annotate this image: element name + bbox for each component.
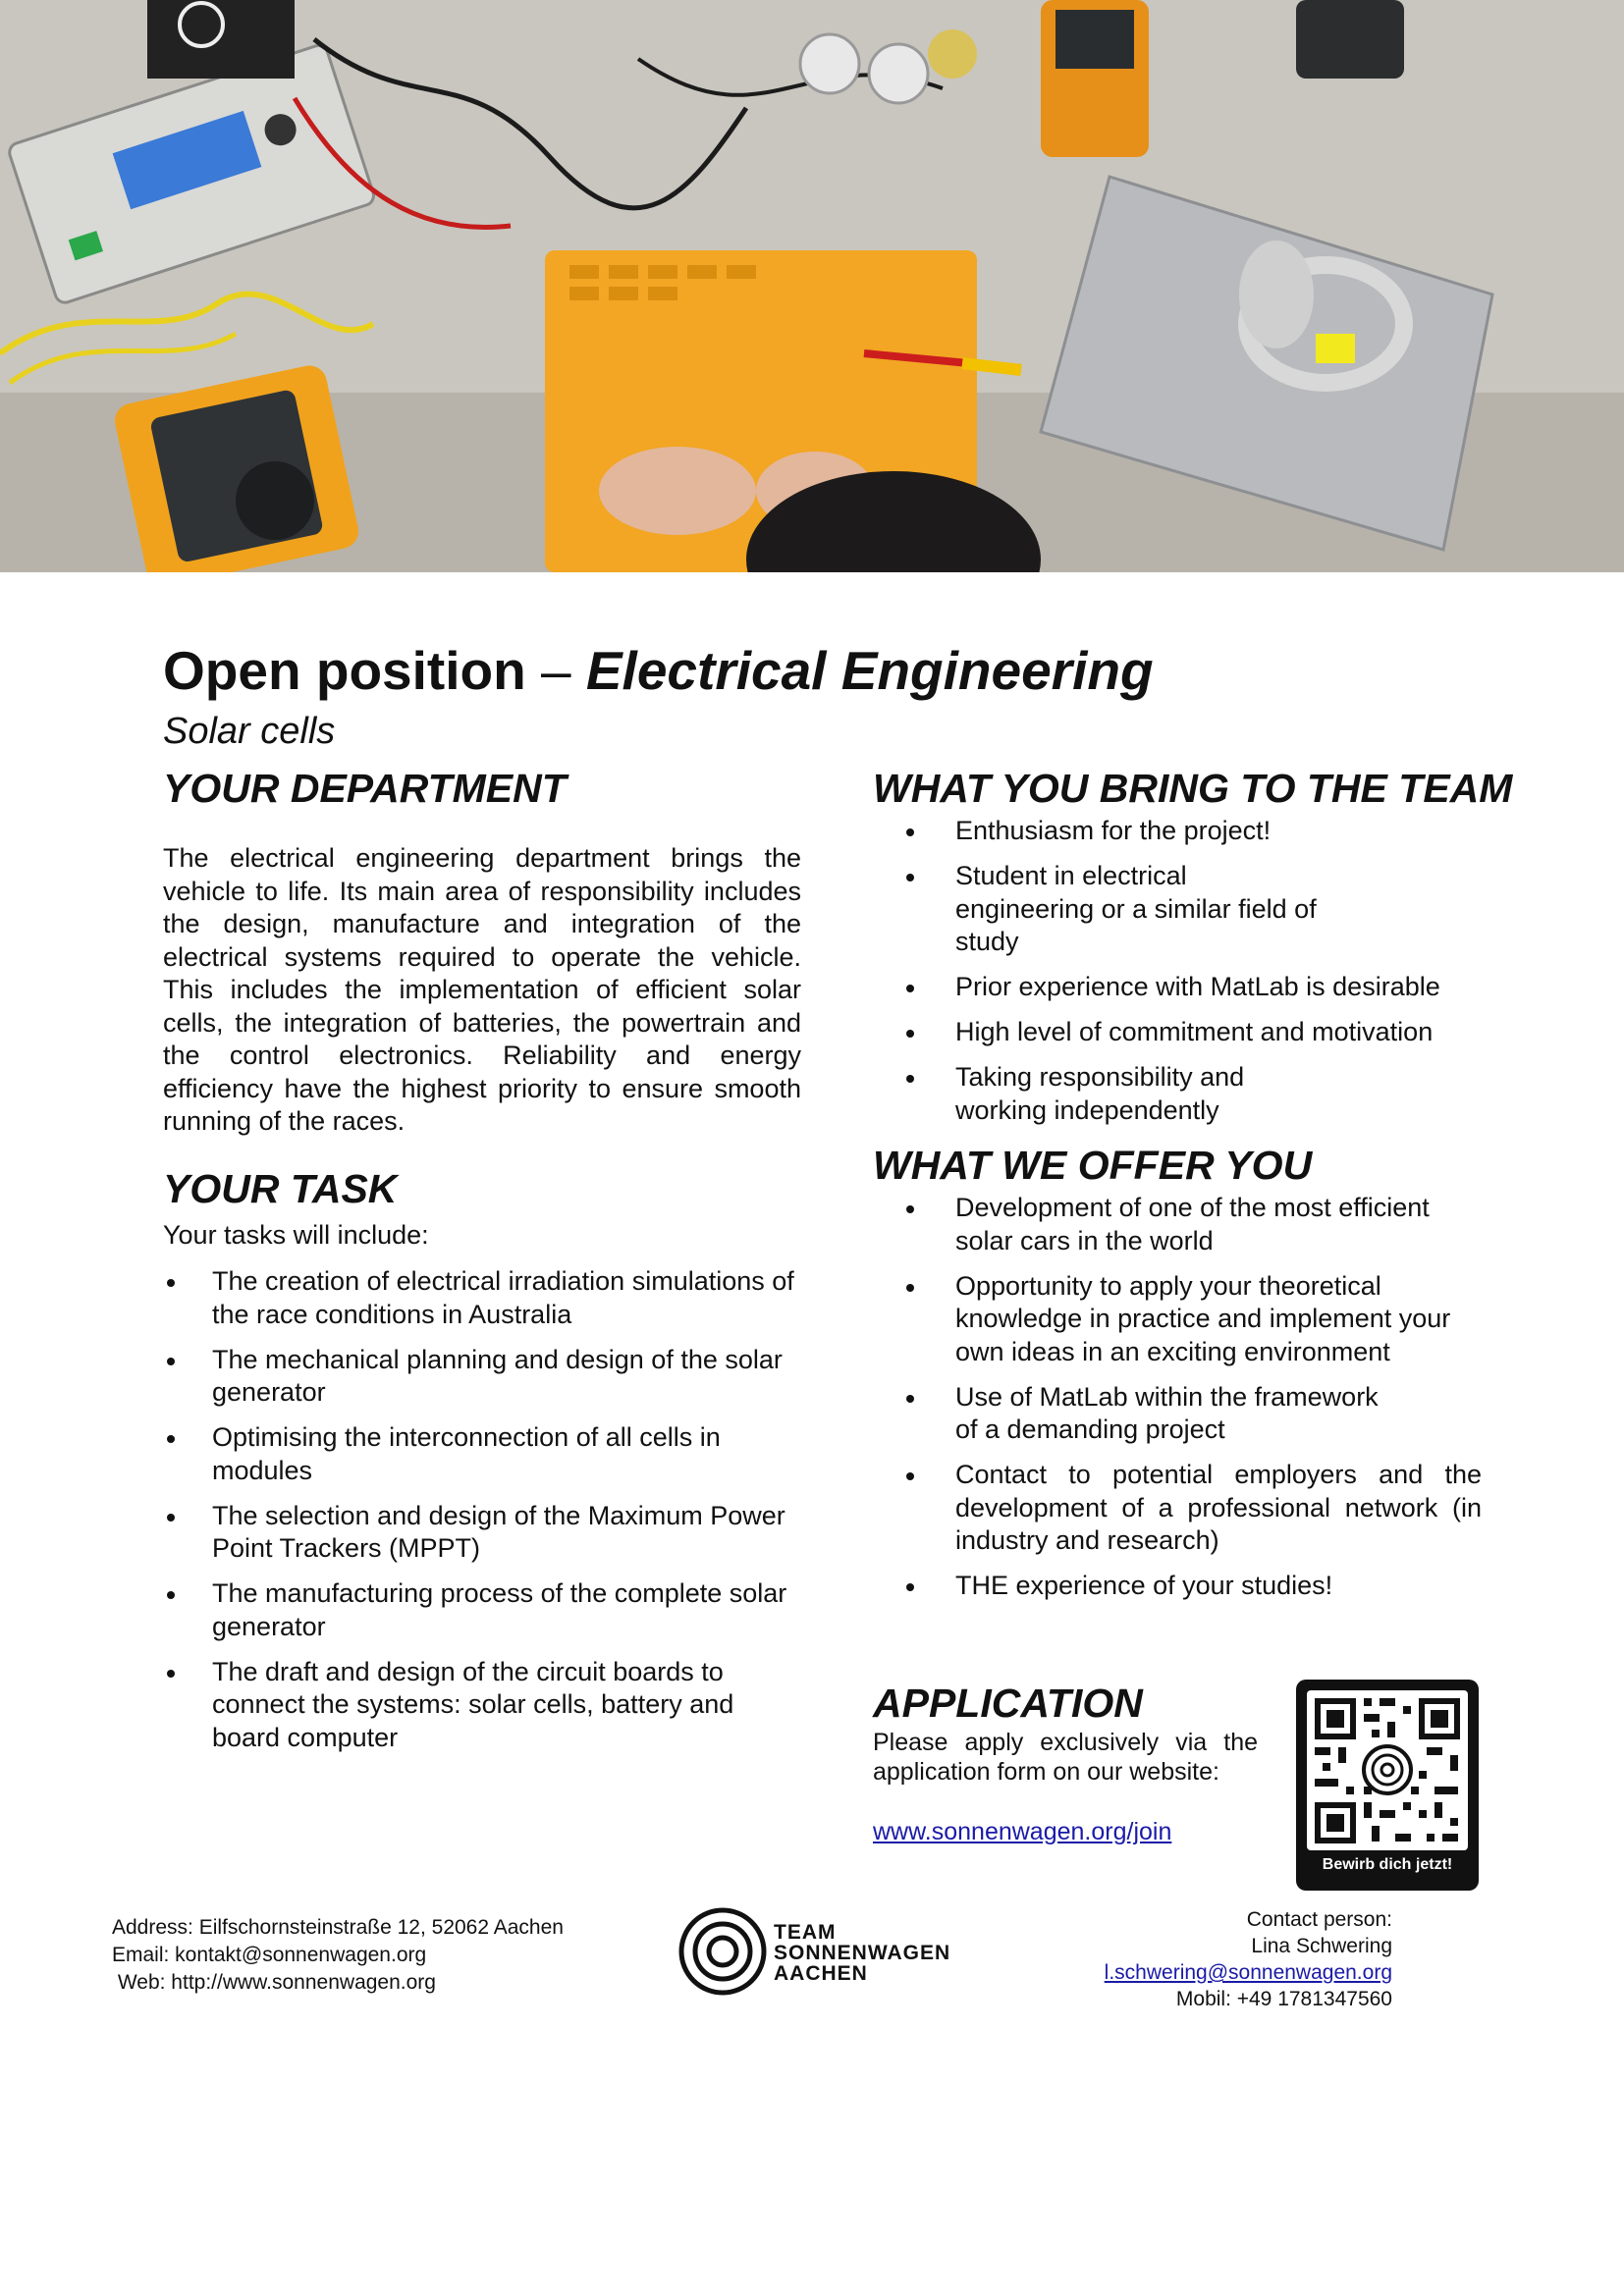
title-dash: – xyxy=(525,640,586,701)
list-item xyxy=(873,1570,1482,1603)
list-item-text: High level of commitment and motivation xyxy=(955,1017,1434,1046)
bullet-icon xyxy=(906,874,914,881)
logo-text xyxy=(774,1922,950,1984)
department-heading: YOUR DEPARTMENT xyxy=(163,766,567,811)
logo-line: SONNENWAGEN xyxy=(774,1942,951,1964)
logo-rings-icon xyxy=(677,1906,768,1997)
page-title xyxy=(163,636,1459,705)
contact-label: Contact person: xyxy=(1246,1908,1392,1931)
bullet-icon xyxy=(906,1030,914,1038)
bullet-icon xyxy=(167,1358,175,1365)
footer-address: Address: Eilfschornsteinstraße 12, 52062 Aachen xyxy=(112,1916,564,1939)
contact-email-link[interactable]: l.schwering@sonnenwagen.org xyxy=(1104,1961,1392,1984)
application-text: Please apply exclusively via the application form on our website: xyxy=(873,1729,1258,1786)
list-item-text: Taking responsibility and working independently xyxy=(955,1062,1245,1125)
list-item xyxy=(163,1577,801,1643)
list-item xyxy=(873,815,1482,848)
list-item xyxy=(873,971,1482,1004)
list-item xyxy=(163,1656,801,1755)
left-column xyxy=(163,764,801,1767)
footer-contact-person xyxy=(1105,1906,1392,2012)
bullet-icon xyxy=(906,1284,914,1292)
list-item-text: Optimising the interconnection of all cells in modules xyxy=(212,1422,721,1485)
right-column xyxy=(873,764,1541,1615)
bring-list xyxy=(873,815,1482,1127)
bullet-icon xyxy=(167,1279,175,1287)
list-item xyxy=(873,1192,1482,1257)
list-item-text: Contact to potential employers and the development of a professional network (in industry and research) xyxy=(955,1460,1482,1555)
bullet-icon xyxy=(906,1395,914,1403)
bullet-icon xyxy=(906,828,914,836)
footer-contact-info xyxy=(112,1914,564,1997)
list-item-text: The creation of electrical irradiation simulations of the race conditions in Australia xyxy=(212,1266,794,1329)
task-heading: YOUR TASK xyxy=(163,1165,398,1211)
title-block xyxy=(163,636,1459,754)
list-item xyxy=(163,1265,801,1331)
contact-phone: Mobil: +49 1781347560 xyxy=(1175,1988,1392,2010)
team-logo xyxy=(677,1906,962,1997)
list-item-text: Opportunity to apply your theoretical knowledge in practice and implement your own ideas in an exciting environment xyxy=(955,1270,1451,1366)
offer-heading: WHAT WE OFFER YOU xyxy=(873,1143,1313,1188)
bullet-icon xyxy=(906,1205,914,1213)
title-field: Electrical Engineering xyxy=(585,640,1154,701)
bullet-icon xyxy=(167,1591,175,1599)
bullet-icon xyxy=(167,1435,175,1443)
list-item xyxy=(873,1061,1482,1127)
bullet-icon xyxy=(167,1514,175,1522)
task-intro: Your tasks will include: xyxy=(163,1219,429,1250)
footer-web: Web: http://www.sonnenwagen.org xyxy=(112,1971,436,1994)
list-item-text: The mechanical planning and design of the solar generator xyxy=(212,1344,783,1407)
offer-list xyxy=(873,1192,1482,1603)
application-section xyxy=(873,1679,1258,1846)
list-item xyxy=(163,1421,801,1487)
list-item-text: Development of one of the most efficient solar cars in the world xyxy=(955,1193,1430,1255)
list-item xyxy=(873,860,1482,959)
footer-email: Email: kontakt@sonnenwagen.org xyxy=(112,1944,427,1966)
list-item-text: The manufacturing process of the complete solar generator xyxy=(212,1578,787,1641)
contact-name: Lina Schwering xyxy=(1251,1935,1392,1957)
list-item-text: Use of MatLab within the framework of a demanding project xyxy=(955,1381,1379,1444)
bullet-icon xyxy=(906,1075,914,1083)
department-text: The electrical engineering department brings the vehicle to life. Its main area of responsibility includes the design, manufacture and integration of the electrical systems required to operate the vehicle. This includes the implementation of efficient solar cells, the integration of batteries, the powertrain and the control electronics. Reliability and energy efficiency have the highest priority to ensure smooth running of the races. xyxy=(163,843,801,1136)
list-item-text: Enthusiasm for the project! xyxy=(955,816,1272,845)
bullet-icon xyxy=(906,1472,914,1480)
task-list xyxy=(163,1265,801,1754)
list-item-text: The draft and design of the circuit boards to connect the systems: solar cells, battery and board computer xyxy=(212,1656,734,1752)
list-item xyxy=(873,1270,1482,1369)
list-item xyxy=(873,1381,1482,1447)
list-item xyxy=(873,1016,1482,1049)
application-link[interactable]: www.sonnenwagen.org/join xyxy=(873,1818,1172,1845)
bullet-icon xyxy=(167,1670,175,1678)
page-subtitle: Solar cells xyxy=(163,711,336,752)
list-item-text: The selection and design of the Maximum Power Point Trackers (MPPT) xyxy=(212,1500,785,1563)
logo-line: TEAM xyxy=(774,1921,837,1944)
application-heading: APPLICATION xyxy=(873,1681,1143,1726)
qr-caption: Bewirb dich jetzt! xyxy=(1322,1856,1453,1873)
list-item-text: Prior experience with MatLab is desirable xyxy=(955,972,1440,1001)
qr-pattern xyxy=(1307,1690,1468,1850)
qr-code[interactable] xyxy=(1296,1680,1479,1891)
list-item-text: THE experience of your studies! xyxy=(955,1571,1333,1600)
bring-heading: WHAT YOU BRING TO THE TEAM xyxy=(873,766,1513,811)
logo-line: AACHEN xyxy=(774,1962,868,1985)
list-item-text: Student in electrical engineering or a similar field of study xyxy=(955,861,1317,956)
bullet-icon xyxy=(906,1583,914,1591)
list-item xyxy=(163,1500,801,1566)
list-item xyxy=(163,1344,801,1410)
hero-photo xyxy=(0,0,1624,572)
bullet-icon xyxy=(906,985,914,992)
title-main: Open position xyxy=(163,640,526,701)
list-item xyxy=(873,1459,1482,1558)
